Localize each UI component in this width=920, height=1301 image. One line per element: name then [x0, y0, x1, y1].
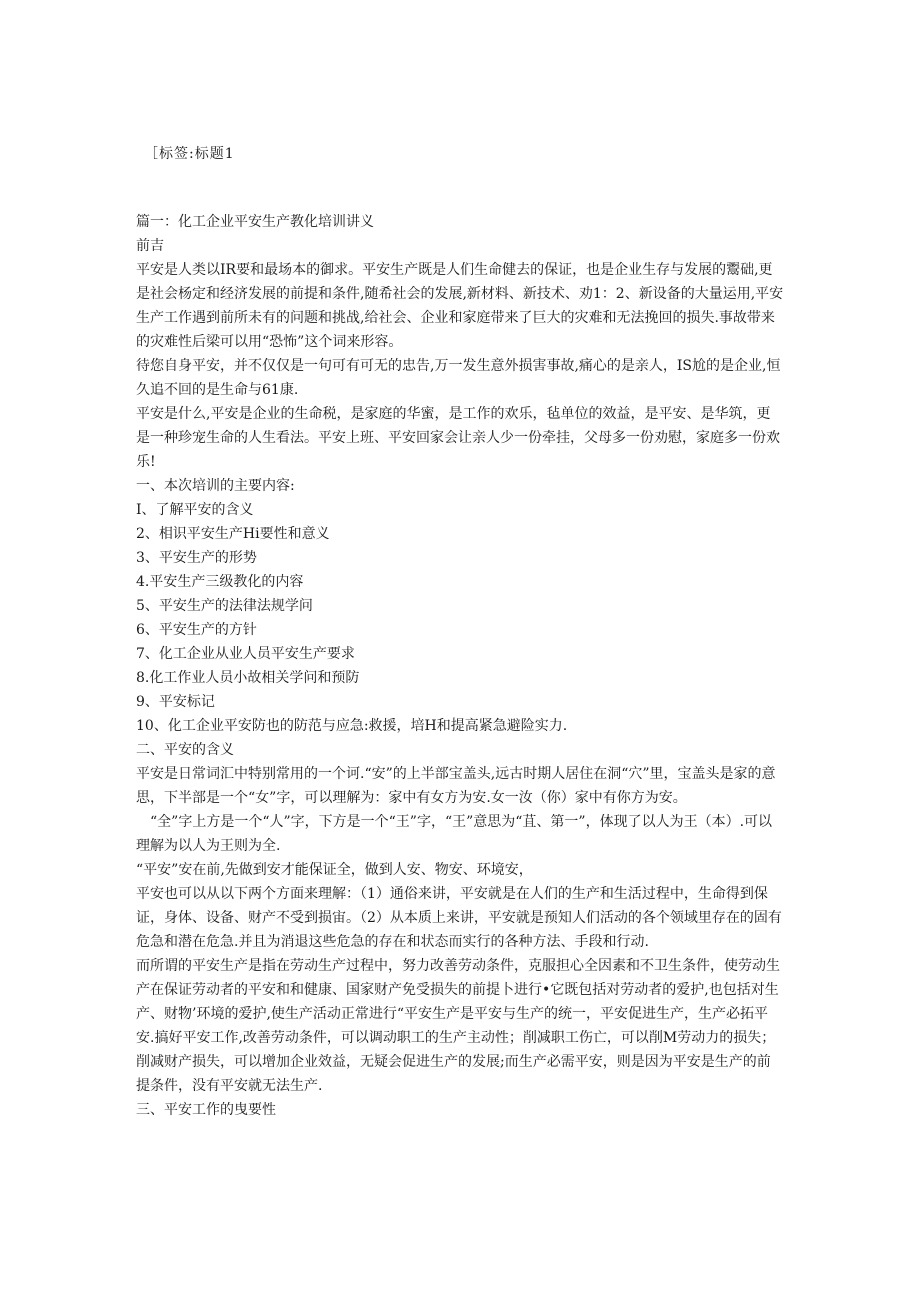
list-item: 8.化工作业人员小故相关学问和预防: [136, 670, 360, 686]
document-body: [136, 210, 784, 1122]
intro-paragraph: 待您自身平安，并不仅仅是一句可有可无的忠告,万一发生意外损害事故,痛心的是亲人，IS尬的是企业,恒久追不回的是生命与61康.: [136, 358, 781, 398]
section2-paragraph: 平安是日常词汇中特别常用的一个诃.“安”的上半部宝盖头,远古时期人居住在洞“穴”里，宝盖头是家的意思，下半部是一个“女”字，可以理解为：家中有女方为安.女一汝（你）家中有你方为安。: [136, 766, 776, 806]
list-item: 7、化工企业从业人员平安生产要求: [136, 646, 355, 662]
intro-paragraph: 平安是什么,平安是企业的生命税，是家庭的华蜜，是工作的欢乐，毡单位的效益，是平安、是华筑，更是一种珍宠生命的人生看法。平安上班、平安回家会让亲人少一份牵挂，父母多一份劝慰，家庭多一份欢乐!: [136, 406, 780, 470]
section2-paragraph: “全”字上方是一个“人”字，下方是一个“王”字，“王”意思为“苴、第一”，体现了以人为王（本）.可以理解为以人为王则为全.: [136, 814, 773, 854]
section2-heading: 二、平安的含义: [136, 742, 234, 758]
list-item: 4.平安生产三级教化的内容: [136, 574, 304, 590]
intro-paragraph: 平安是人类以IR要和最场本的御求。平安生产既是人们生命健去的保证，也是企业生存与发展的鬻础,更是社会杨定和经济发展的前提和条件,随希社会的发展,新材料、新技术、劝1：2、新设备的大量运用,平安生产工作遇到前所未有的问题和挑战,给社会、企业和家庭带来了巨大的灾难和无法挽回的损失.事故带来的灾难性后梁可以用“恐怖”这个词来形容。: [136, 262, 784, 350]
list-item: 3、平安生产的形势: [136, 550, 257, 566]
list-item: I、了解平安的含义: [136, 502, 254, 518]
preface-heading: 前吉: [136, 238, 164, 254]
list-item: 9、平安标记: [136, 694, 215, 710]
list-item: 5、平安生产的法律法规学问: [136, 598, 313, 614]
section3-heading: 三、平安工作的曳要性: [136, 1102, 276, 1118]
tag-line: ［标签:标题1: [144, 146, 235, 162]
list-item: 10、化工企业平安防也的防范与应急:救援，培H和提高紧急避险实力.: [136, 718, 568, 734]
list-item: 2、相识平安生产Hi要性和意义: [136, 526, 330, 542]
section2-paragraph: 平安也可以从以下两个方面来理解：（1）通俗来讲，平安就是在人们的生产和生活过程中，生命得到保证，身体、设备、财产不受到损宙。（2）从本质上来讲，平安就是预知人们活动的各个领域里存在的固有危急和潜在危急.并且为消退这些危急的存在和状态而实行的各种方法、手段和行动.: [136, 886, 782, 950]
section1-heading: 一、本次培训的主要内容:: [136, 478, 295, 494]
document-title: 篇一：化工企业平安生产教化培训讲义: [136, 214, 374, 230]
section2-paragraph: “平安”安在前,先做到安才能保证全，做到人安、物安、环境安，: [136, 862, 533, 878]
list-item: 6、平安生产的方针: [136, 622, 257, 638]
section2-paragraph: 而所谓的平安生产是指在劳动生产过程中，努力改善劳动条件，克服担心全因素和不卫生条件，使劳动生产在保证劳动者的平安和和健康、国家财产免受损失的前提卜进行•它既包括对劳动者的爱护,也包括对生产、财物’环境的爱护,使生产活动正常进行“平安生产是平安与生产的统一，平安促进生产，生产必拓平安.搞好平安工作,改善劳动条件，可以调动职工的生产主动性；削减职工伤亡，可以削M劳动力的损失；削减财产损失，可以增加企业效益，无疑会促进生产的发展;而生产必需平安，则是因为平安是生产的前提条件，没有平安就无法生产.: [136, 958, 780, 1094]
